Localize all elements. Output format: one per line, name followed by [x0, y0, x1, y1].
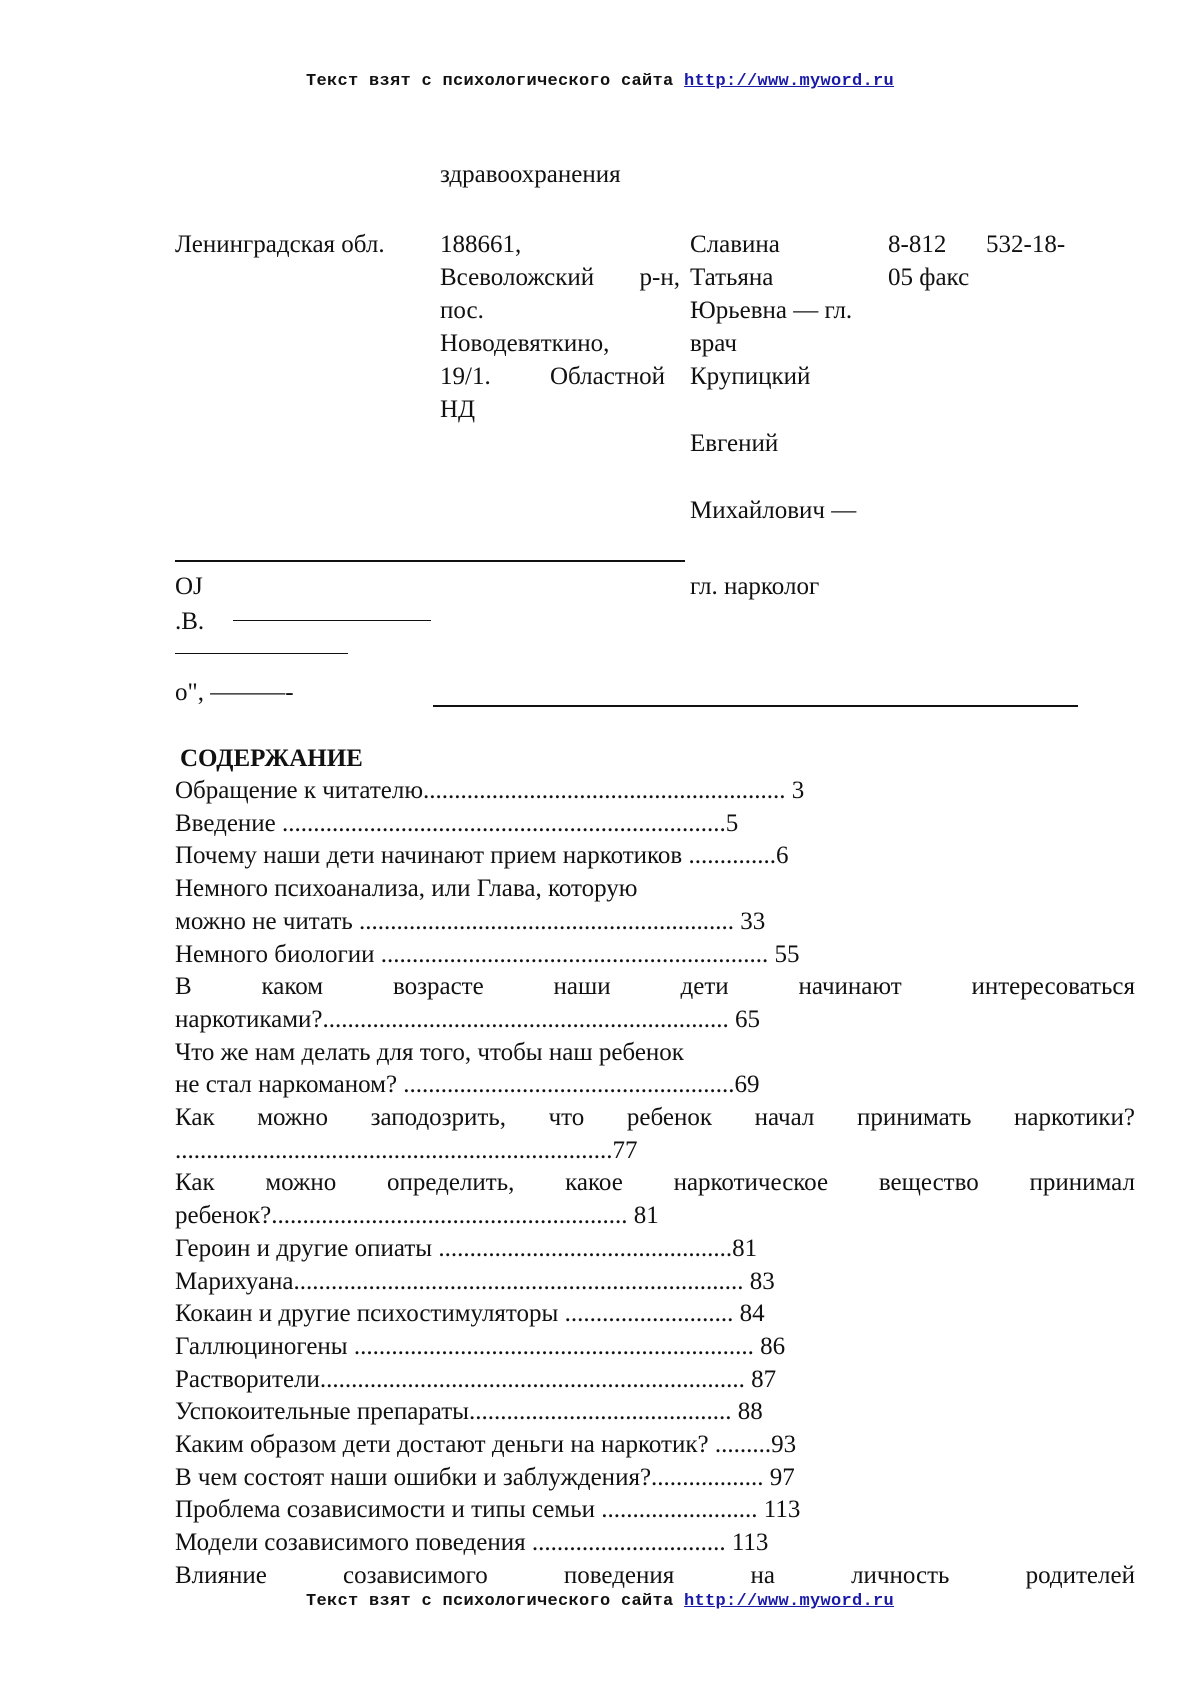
horizontal-rule [433, 705, 1078, 707]
address-line: 19/1. [440, 363, 491, 390]
toc-word: Как [175, 1104, 215, 1132]
toc-word: Как [175, 1169, 215, 1197]
header-link[interactable]: http://www.myword.ru [684, 72, 895, 91]
toc-entry: Героин и другие опиаты ...............................................81 [175, 1234, 758, 1262]
toc-entry: Модели созависимого поведения ............................... 113 [175, 1529, 769, 1557]
contact-line: Крупицкий [690, 363, 811, 390]
toc-entry: Что же нам делать для того, чтобы наш ребенок [175, 1038, 684, 1066]
toc-word: каком [261, 973, 324, 1001]
toc-word: личность [851, 1561, 950, 1589]
toc-word: поведения [563, 1561, 675, 1589]
toc-entry: Марихуана........................................................................ 83 [175, 1267, 775, 1295]
phone-line: 05 факс [888, 264, 970, 291]
address-word: р-н, [639, 264, 680, 291]
toc-entry: ребенок?......................................................... 81 [175, 1202, 659, 1230]
contact-line: гл. нарколог [690, 573, 820, 600]
toc-entry: наркотиками?................................................................. 65 [175, 1005, 760, 1033]
toc-word: интересоваться [971, 973, 1135, 1001]
contact-line: врач [690, 330, 737, 357]
fragment-o: о", ———- [175, 679, 294, 706]
toc-word: какое [565, 1169, 623, 1197]
toc-entry: В чем состоят наши ошибки и заблуждения?.................. 97 [175, 1463, 795, 1491]
page-footer [0, 1592, 1200, 1611]
contact-line: Татьяна [690, 264, 774, 291]
page-header [0, 72, 1200, 91]
toc-entry: Галлюциногены ................................................................ 86 [175, 1332, 786, 1360]
toc-word: дети [680, 973, 729, 1001]
toc-word: можно [257, 1104, 329, 1132]
toc-word: что [548, 1104, 585, 1132]
toc-title: СОДЕРЖАНИЕ [180, 745, 363, 772]
address-line: Областной [550, 363, 666, 390]
contact-line: Михайлович — [690, 497, 857, 524]
contact-line: Юрьевна — гл. [690, 297, 853, 324]
toc-entry: Проблема созависимости и типы семьи ......................... 113 [175, 1496, 801, 1524]
address-line: 188661, [440, 231, 522, 258]
header-text: Текст взят с психологического сайта [305, 72, 674, 91]
address-word: Всеволожский [440, 264, 595, 291]
toc-entry: Почему наши дети начинают прием наркотиков ..............6 [175, 842, 789, 870]
toc-word: наши [553, 973, 611, 1001]
toc-entry: Немного биологии .............................................................. 55 [175, 940, 800, 968]
toc-entry: Кокаин и другие психостимуляторы ........................... 84 [175, 1300, 765, 1328]
toc-word: вещество [878, 1169, 979, 1197]
table-top-fragment: здравоохранения [440, 161, 621, 188]
toc-word: принимать [857, 1104, 972, 1132]
toc-word: начал [754, 1104, 815, 1132]
toc-word: определить, [386, 1169, 515, 1197]
address-line: НД [440, 396, 476, 423]
toc-word: ребенок [626, 1104, 712, 1132]
footer-text: Текст взят с психологического сайта [305, 1592, 674, 1611]
toc-entry: Каким образом дети достают деньги на наркотик? .........93 [175, 1431, 797, 1459]
toc-entry [175, 1560, 1135, 1593]
toc-entry: Успокоительные препараты.......................................... 88 [175, 1398, 763, 1426]
toc-word: возрасте [392, 973, 484, 1001]
phone-line: 8-812 [888, 231, 947, 258]
toc-word: можно [265, 1169, 337, 1197]
toc-entry [175, 1102, 1135, 1135]
address-line: Новодевяткино, [440, 330, 610, 357]
toc-word: принимал [1029, 1169, 1135, 1197]
fragment-oj: OJ [175, 573, 203, 600]
contact-line: Славина [690, 231, 780, 258]
toc-entry: можно не читать ............................................................ 33 [175, 907, 766, 935]
toc-entry: Растворители.................................................................... 87 [175, 1365, 777, 1393]
toc-entry: Введение .......................................................................5 [175, 809, 739, 837]
horizontal-rule [175, 653, 348, 654]
table-of-contents [175, 775, 1135, 1593]
horizontal-rule [175, 560, 685, 562]
toc-entry: ......................................................................77 [175, 1136, 638, 1164]
toc-word: начинают [798, 973, 902, 1001]
contact-line: Евгений [690, 430, 779, 457]
address-line-justified [440, 261, 680, 294]
toc-word: родителей [1025, 1561, 1135, 1589]
toc-entry [175, 1167, 1135, 1200]
phone-line: 532-18- [986, 231, 1066, 258]
toc-word: наркотики? [1014, 1104, 1135, 1132]
footer-link[interactable]: http://www.myword.ru [684, 1592, 895, 1611]
toc-word: на [750, 1561, 775, 1589]
toc-entry: Обращение к читателю.......................................................... 3 [175, 777, 805, 804]
toc-word: наркотическое [673, 1169, 829, 1197]
toc-word: созависимого [343, 1561, 488, 1589]
toc-entry [175, 971, 1135, 1004]
toc-entry: не стал наркоманом? .....................................................69 [175, 1071, 760, 1099]
toc-word: В [175, 973, 192, 1001]
toc-entry: Немного психоанализа, или Глава, которую [175, 875, 638, 903]
toc-word: заподозрить, [370, 1104, 506, 1132]
region-cell: Ленинградская обл. [175, 231, 385, 258]
fragment-v: .В. [175, 608, 205, 635]
address-line: пос. [440, 297, 484, 324]
horizontal-rule [233, 620, 431, 621]
toc-word: Влияние [175, 1561, 267, 1589]
